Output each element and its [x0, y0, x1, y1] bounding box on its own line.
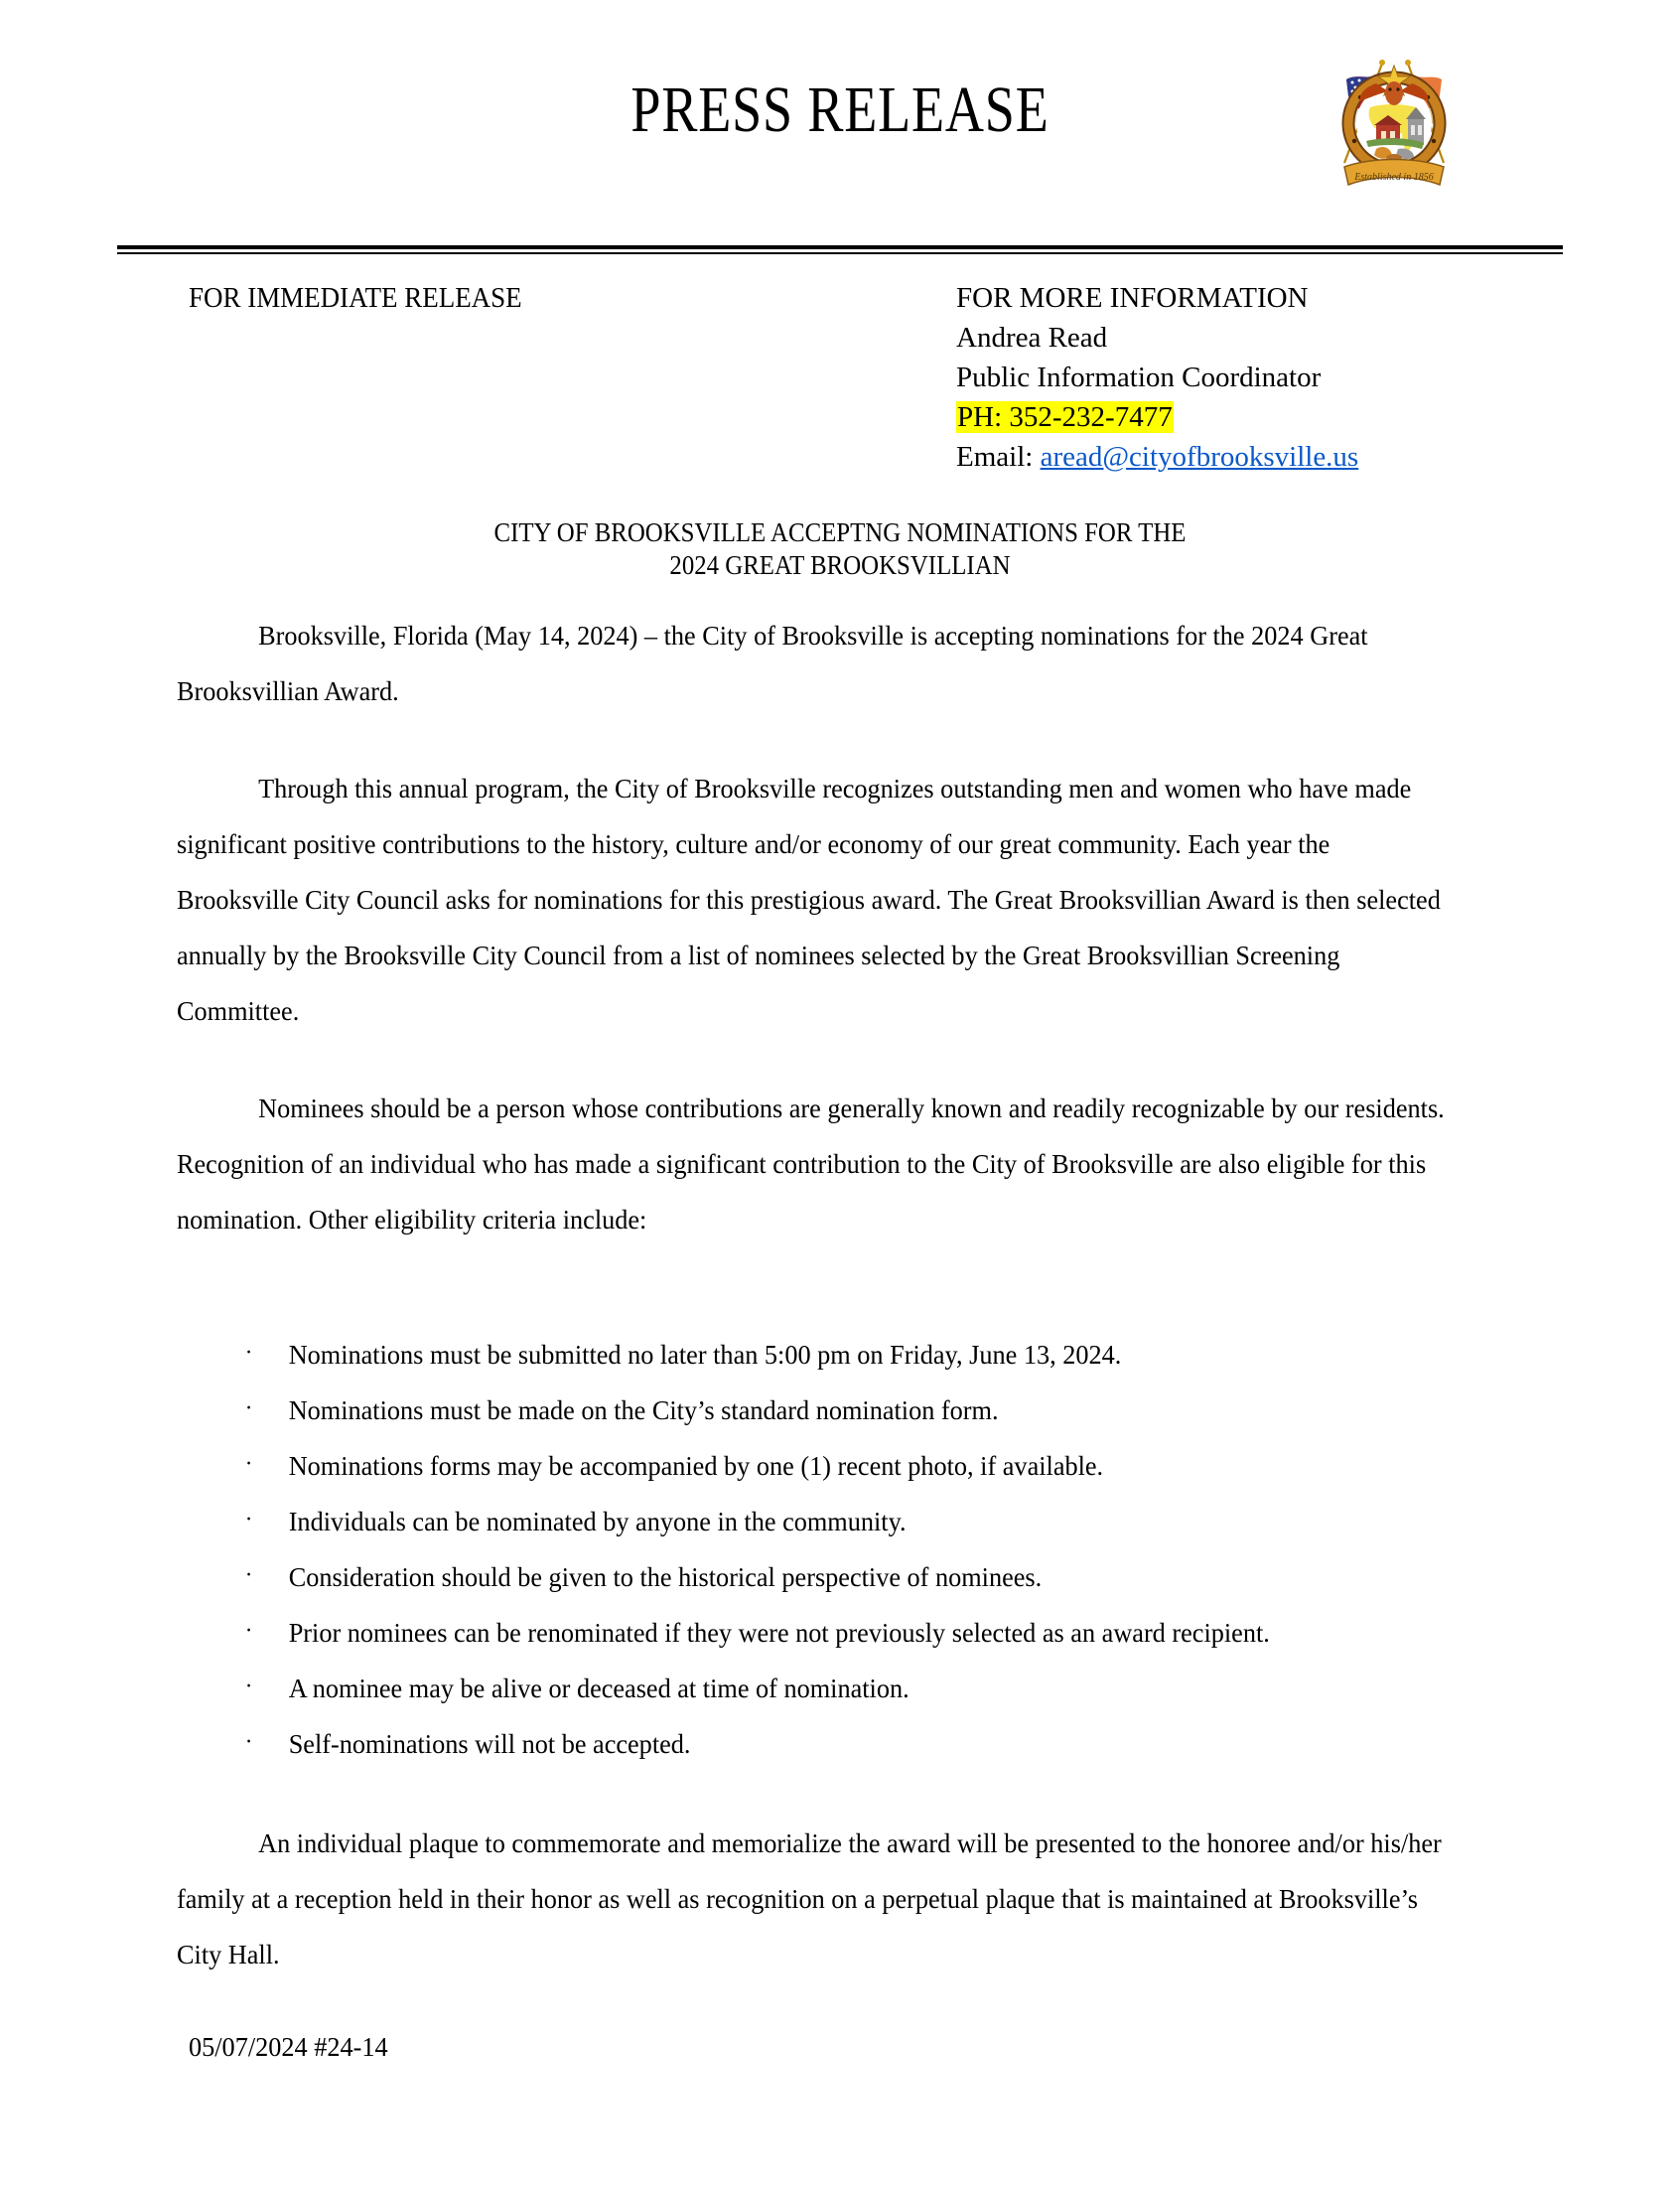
- list-item: [177, 1549, 1453, 1605]
- contact-name: Andrea Read: [956, 322, 1108, 354]
- document-header: [0, 0, 1680, 199]
- list-item: [177, 1605, 1453, 1661]
- list-item-text: Individuals can be nominated by anyone in the community.: [288, 1506, 907, 1536]
- divider-thin-line: [117, 252, 1563, 254]
- bullet-icon: ·: [244, 1674, 253, 1699]
- divider-thick-line: [117, 245, 1563, 249]
- list-item-text: Nominations forms may be accompanied by one (1) recent photo, if available.: [288, 1450, 1104, 1481]
- list-spacer-top: [177, 1287, 1513, 1327]
- contact-heading: FOR MORE INFORMATION: [956, 282, 1309, 314]
- list-item-text: Prior nominees can be renominated if they were not previously selected as an award recipient.: [288, 1617, 1270, 1648]
- city-seal-logo: [1325, 46, 1464, 190]
- bullet-icon: ·: [244, 1618, 253, 1644]
- list-item-text: Self-nominations will not be accepted.: [288, 1728, 691, 1759]
- footer-reference: 05/07/2024 #24-14: [189, 2031, 388, 2062]
- list-item-text: A nominee may be alive or deceased at time of nomination.: [288, 1673, 910, 1703]
- page-title: PRESS RELEASE: [630, 73, 1050, 146]
- contact-phone: PH: 352-232-7477: [957, 401, 1173, 433]
- eligibility-criteria-list: [177, 1327, 1453, 1772]
- seal-banner-text: Established in 1856: [1354, 172, 1434, 183]
- contact-row: [0, 278, 1680, 473]
- paragraph-plaque: An individual plaque to commemorate and memorialize the award will be presented to the honoree and/or his/her family at a reception held in their honor as well as recognition on a perpetual plaque that is maintained at Brooksville’s City Hall.: [177, 1827, 1442, 1969]
- contact-block: [956, 278, 1358, 477]
- bullet-icon: ·: [244, 1507, 253, 1532]
- contact-role: Public Information Coordinator: [956, 362, 1322, 393]
- contact-email-line: [956, 437, 1358, 477]
- header-divider: [117, 245, 1563, 255]
- list-spacer-bottom: [177, 1772, 1513, 1816]
- email-label: Email:: [956, 441, 1041, 473]
- bullet-icon: ·: [244, 1729, 253, 1755]
- contact-phone-line: [956, 397, 1358, 437]
- bullet-icon: ·: [244, 1562, 253, 1588]
- release-headline: [68, 516, 1613, 582]
- for-immediate-release-label: FOR IMMEDIATE RELEASE: [189, 282, 522, 314]
- list-item: [177, 1438, 1453, 1494]
- contact-email-link[interactable]: aread@cityofbrooksville.us: [1040, 441, 1359, 473]
- headline-line-2: 2024 GREAT BROOKSVILLIAN: [669, 550, 1011, 580]
- list-item: [177, 1494, 1453, 1549]
- list-item: [177, 1716, 1453, 1772]
- paragraph-lead: Brooksville, Florida (May 14, 2024) – the City of Brooksville is accepting nominations for the 2024 Great Brooksvillian Award.: [177, 620, 1368, 706]
- paragraph-program: Through this annual program, the City of Brooksville recognizes outstanding men and women who have made significant positive contributions to the history, culture and/or economy of our great community. Each year the Brooksville City Council asks for nominations for this prestigious award. The Great Brooksvillian Award is then selected annually by the Brooksville City Council from a list of nominees selected by the Great Brooksvillian Screening Committee.: [177, 773, 1441, 1026]
- headline-line-1: CITY OF BROOKSVILLE ACCEPTNG NOMINATIONS FOR THE: [493, 517, 1187, 547]
- list-item-text: Consideration should be given to the historical perspective of nominees.: [288, 1561, 1043, 1592]
- release-body: [177, 608, 1513, 2024]
- list-item: [177, 1383, 1453, 1438]
- list-item: [177, 1327, 1453, 1383]
- list-item: [177, 1661, 1453, 1716]
- list-item-text: Nominations must be made on the City’s standard nomination form.: [288, 1394, 999, 1425]
- bullet-icon: ·: [244, 1340, 253, 1366]
- bullet-icon: ·: [244, 1395, 253, 1421]
- paragraph-nominees: Nominees should be a person whose contributions are generally known and readily recognizable by our residents. Recognition of an individual who has made a significant contribution to the City of Brooksville are also eligible for this nomination. Other eligibility criteria include:: [177, 1092, 1445, 1235]
- list-item-text: Nominations must be submitted no later than 5:00 pm on Friday, June 13, 2024.: [288, 1339, 1122, 1370]
- bullet-icon: ·: [244, 1451, 253, 1477]
